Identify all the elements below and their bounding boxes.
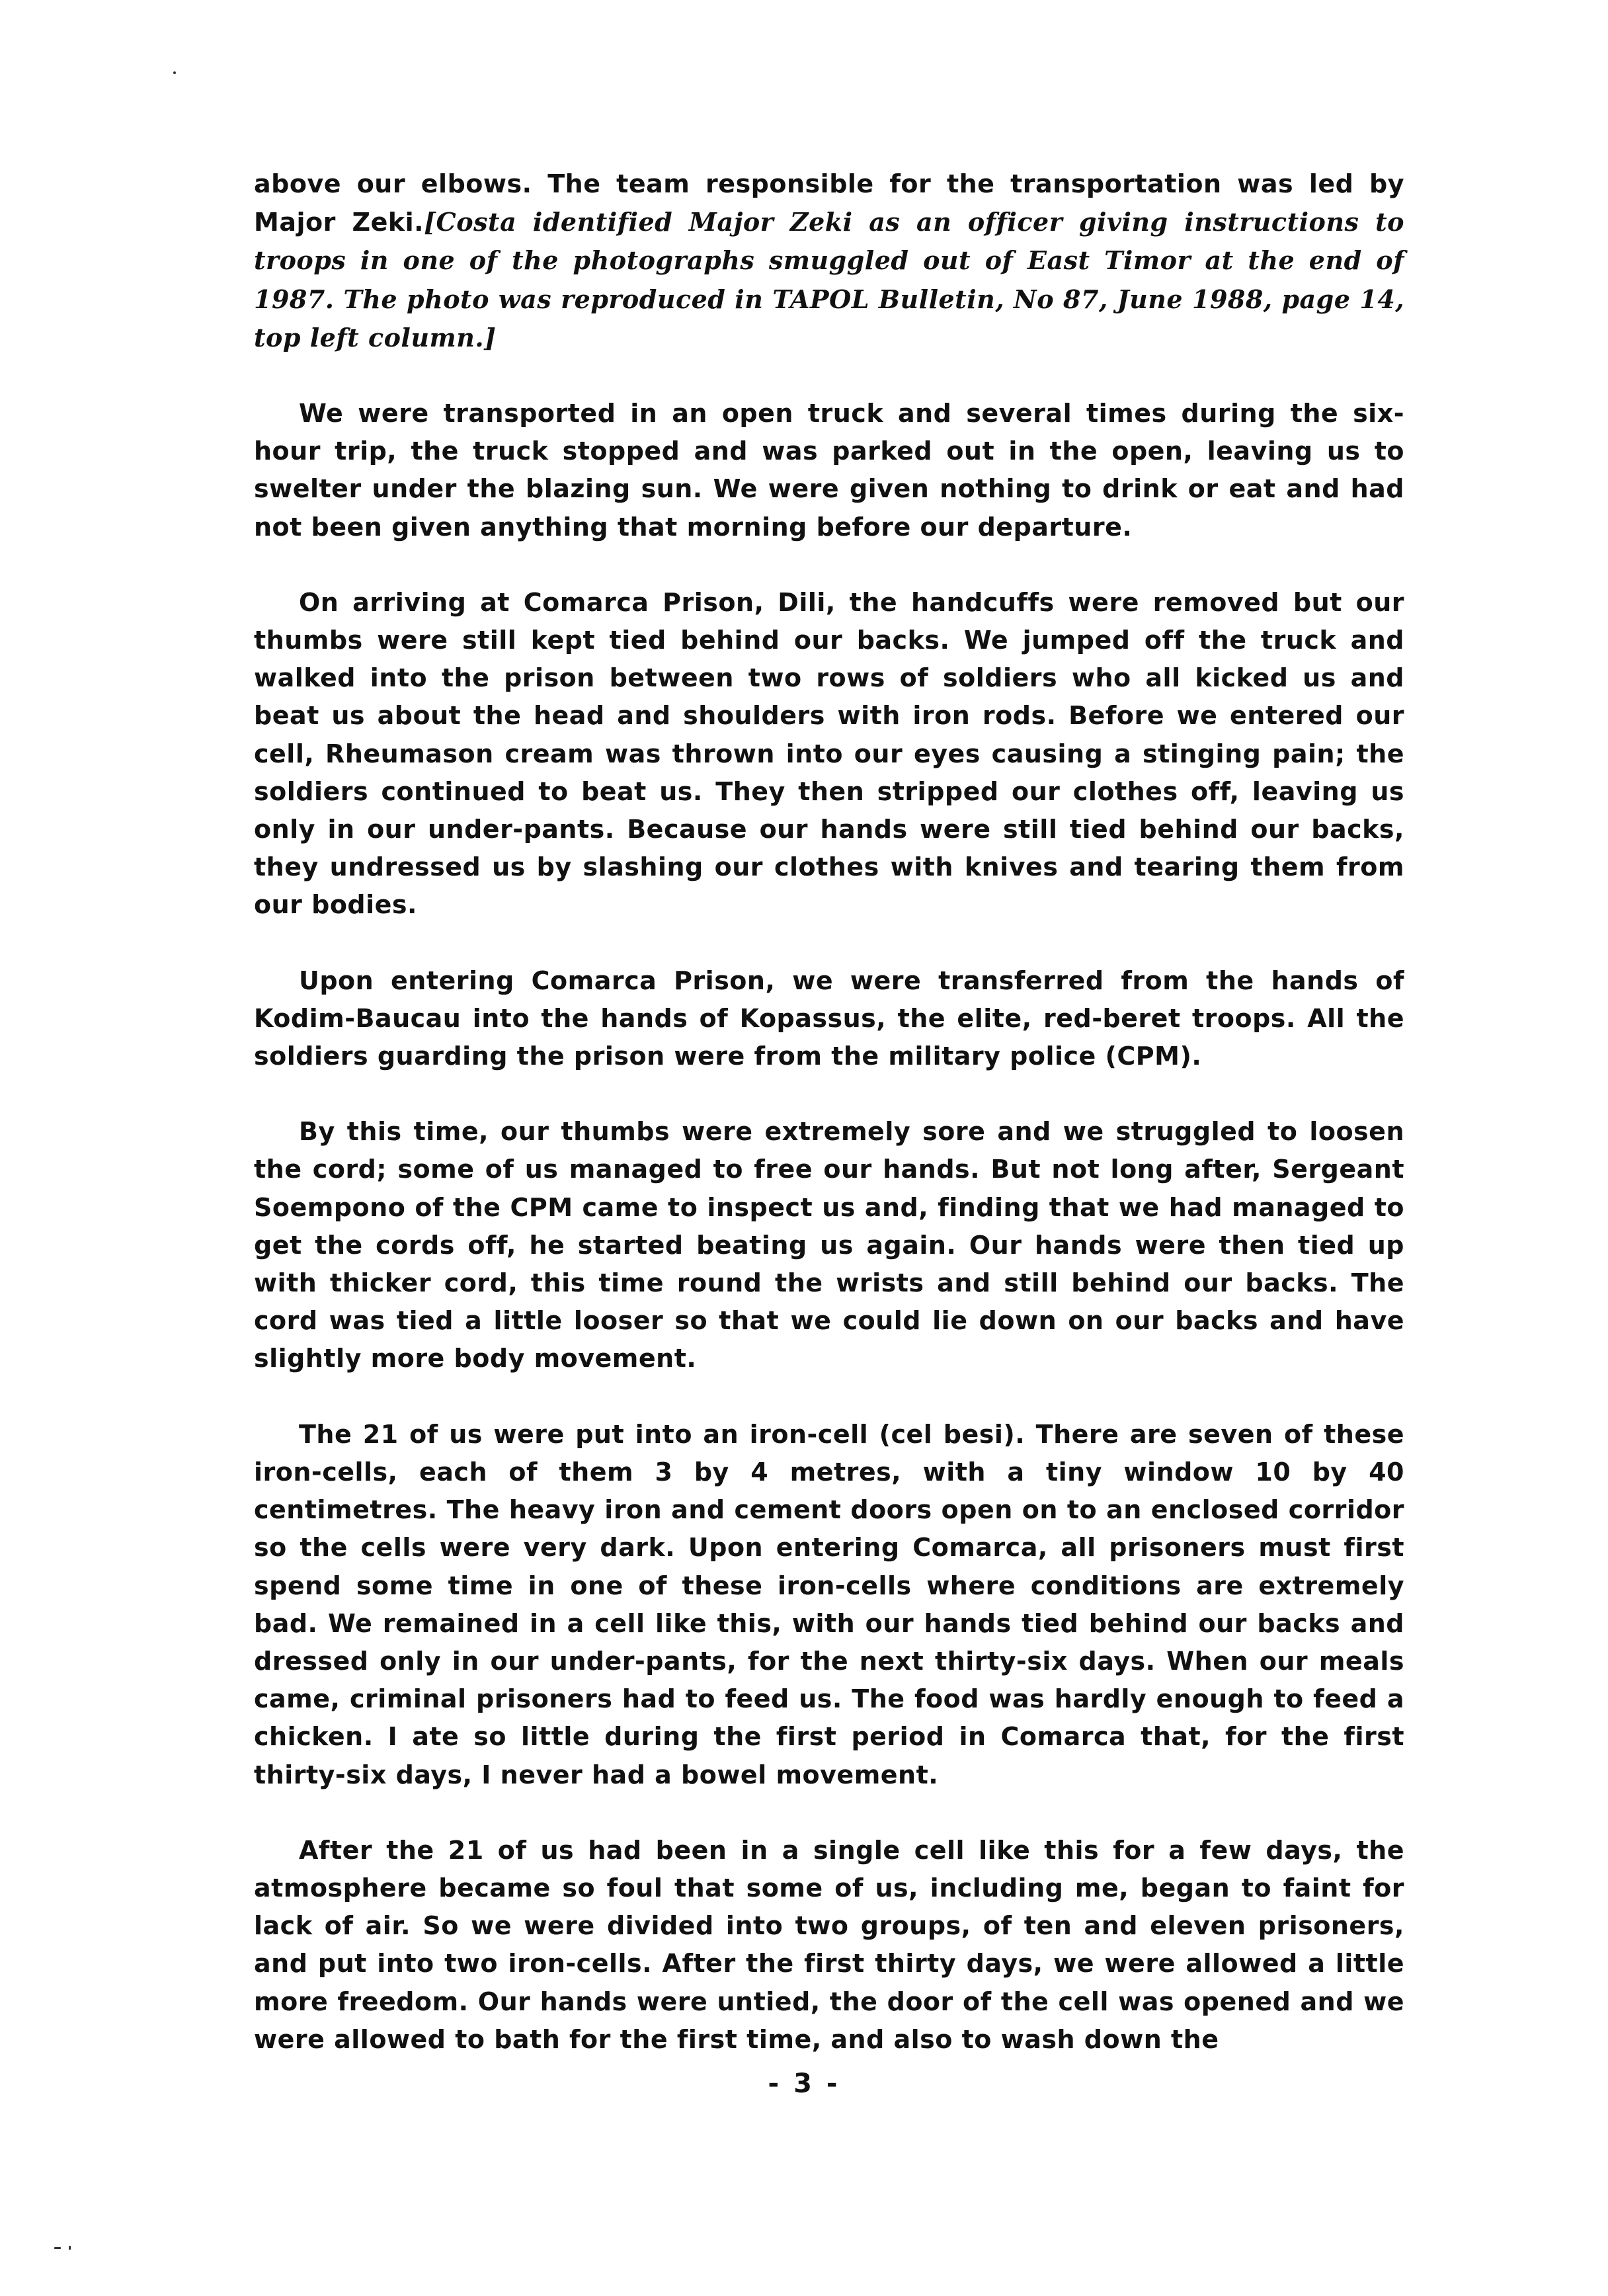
paragraph-4: Upon entering Comarca Prison, we were transferred from the hands of Kodim-Baucau into the hands of Kopassus, the elite, red-beret troops. All the soldiers guarding the prison were from the military police (CPM). <box>254 965 1404 1071</box>
paragraph-7: After the 21 of us had been in a single cell like this for a few days, the atmosphere became so foul that some of us, including me, began to faint for lack of air. So we were divided into two groups, of ten and eleven prisoners, and put into two iron-cells. After the first thirty days, we were allowed a little more freedom. Our hands were untied, the door of the cell was opened and we were allowed to bath for the first time, and also to wash down the <box>254 1835 1404 2054</box>
scan-speck <box>54 2247 61 2249</box>
scan-speck <box>173 71 176 74</box>
scan-speck <box>69 2246 71 2250</box>
editorial-note-end: , No 87, June 1988, page 14, top left column.] <box>254 284 1405 352</box>
paragraph-1 <box>254 165 1404 357</box>
paragraph-2: We were transported in an open truck and several times during the six-hour trip, the truck stopped and was parked out in the open, leaving us to swelter under the blazing sun. We were given nothing to drink or eat and had not been given anything that morning before our departure. <box>254 399 1404 542</box>
paragraph-6: The 21 of us were put into an iron-cell (cel besi). There are seven of these iron-cells, each of them 3 by 4 metres, with a tiny window 10 by 40 centimetres. The heavy iron and cement doors open on to an enclosed corridor so the cells were very dark. Upon entering Comarca, all prisoners must first spend some time in one of these iron-cells where conditions are extremely bad. We remained in a cell like this, with our hands tied behind our backs and dressed only in our under-pants, for the next thirty-six days. When our meals came, criminal prisoners had to feed us. The food was hardly enough to feed a chicken. I ate so little during the first period in Comarca that, for the first thirty-six days, I never had a bowel movement. <box>254 1419 1404 1789</box>
publication-title: TAPOL Bulletin <box>772 284 996 314</box>
body-text <box>254 165 1404 2096</box>
paragraph-3: On arriving at Comarca Prison, Dili, the handcuffs were removed but our thumbs were still kept tied behind our backs. We jumped off the truck and walked into the prison between two rows of soldiers who all kicked us and beat us about the head and shoulders with iron rods. Before we entered our cell, Rheumason cream was thrown into our eyes causing a stinging pain; the soldiers continued to beat us. They then stripped our clothes off, leaving us only in our under-pants. Because our hands were still tied behind our backs, they undressed us by slashing our clothes with knives and tearing them from our bodies. <box>254 587 1404 920</box>
page-number: - 3 - <box>768 2069 840 2099</box>
paragraph-1-text: above our elbows. The team responsible for the transportation was led by Major Zeki. <box>254 169 1404 237</box>
editorial-note <box>254 207 1404 352</box>
editorial-note-text: [Costa identified Major Zeki as an officer giving instructions to troops in one of the photographs smuggled out of East Timor at the end of 1987. The photo was reproduced in <box>254 207 1404 314</box>
paragraph-5: By this time, our thumbs were extremely sore and we struggled to loosen the cord; some of us managed to free our hands. But not long after, Sergeant Soempono of the CPM came to inspect us and, finding that we had managed to get the cords off, he started beating us again. Our hands were then tied up with thicker cord, this time round the wrists and still behind our backs. The cord was tied a little looser so that we could lie down on our backs and have slightly more body movement. <box>254 1117 1404 1374</box>
